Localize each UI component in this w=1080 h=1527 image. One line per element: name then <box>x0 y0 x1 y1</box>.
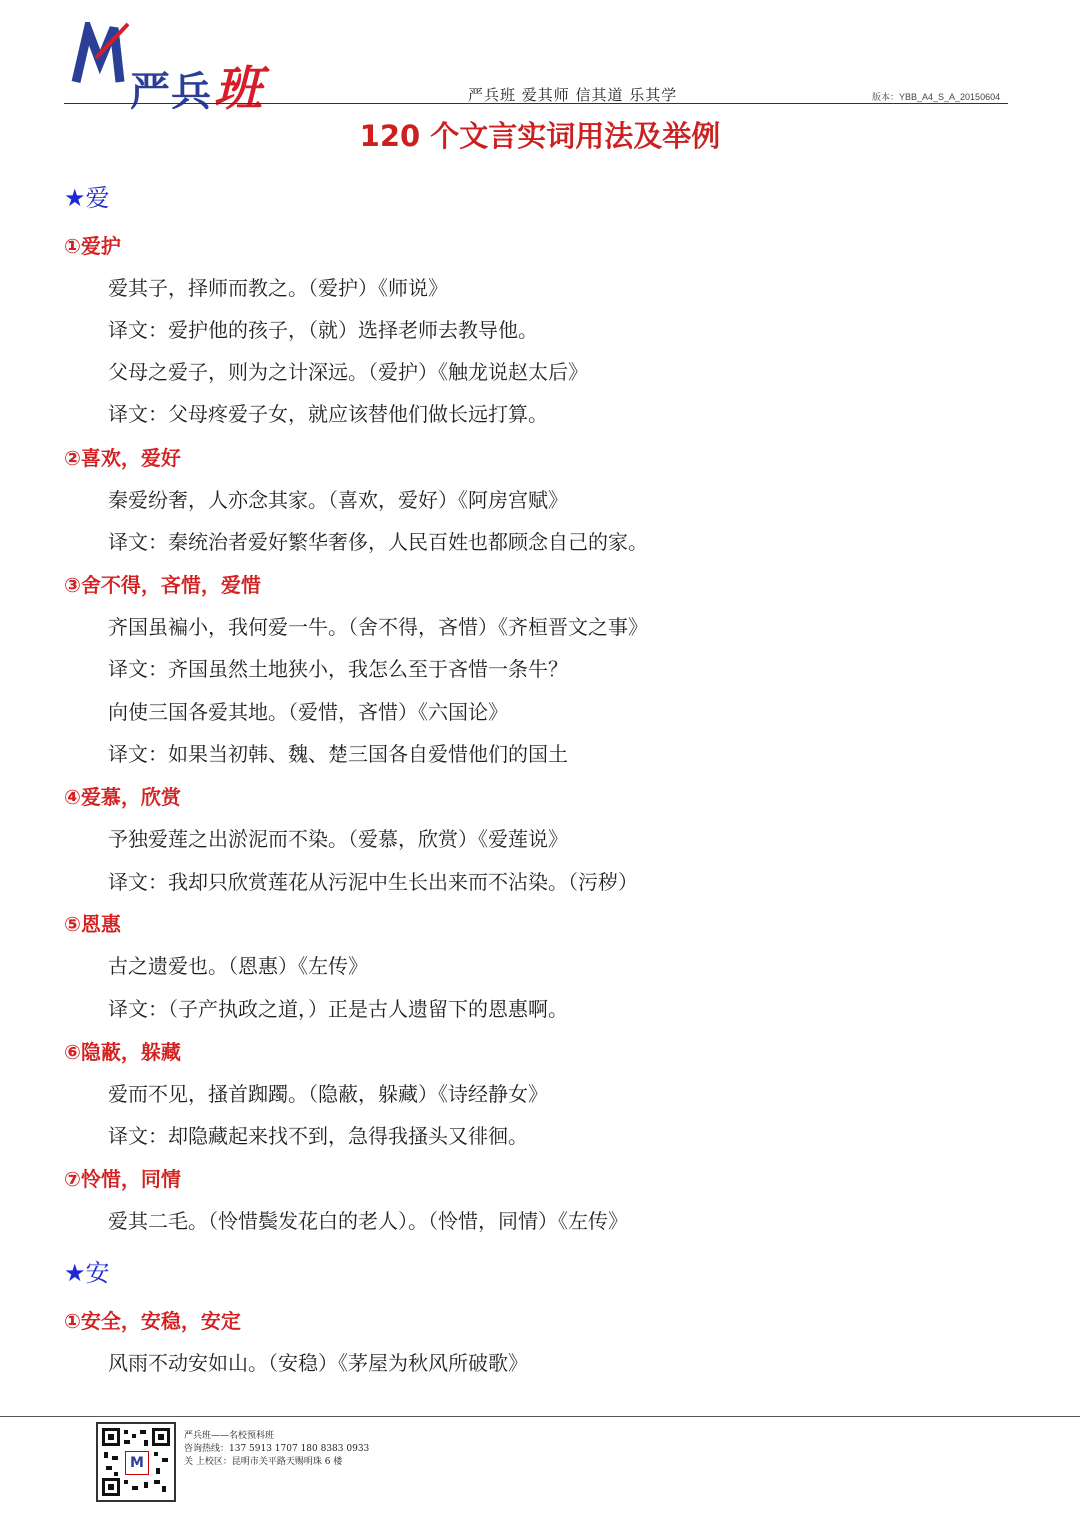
slogan: 严兵班 爱其师 信其道 乐其学 <box>468 86 678 104</box>
page-title: 120 个文言实词用法及举例 <box>359 119 721 153</box>
translation-line: 译文：秦统治者爱好繁华奢侈，人民百姓也都顾念自己的家。 <box>108 530 648 554</box>
example-line: 父母之爱子，则为之计深远。（爱护）《触龙说赵太后》 <box>108 360 588 384</box>
header-divider <box>64 103 1008 104</box>
brand-logo <box>70 22 310 117</box>
sense-label: ⑥隐蔽，躲藏 <box>64 1040 181 1064</box>
translation-line: 译文：爱护他的孩子，（就）选择老师去教导他。 <box>108 318 538 342</box>
footer-address: 关 上校区：昆明市关平路天赐明珠 6 楼 <box>184 1457 343 1467</box>
example-line: 爱而不见，搔首踟躅。（隐蔽，躲藏）《诗经静女》 <box>108 1082 548 1106</box>
example-line: 风雨不动安如山。（安稳）《茅屋为秋风所破歌》 <box>108 1351 528 1375</box>
sense-label: ①爱护 <box>64 234 121 258</box>
entry-head-ai: ★爱 <box>64 184 110 212</box>
footer-brand: 严兵班——名校预科班 <box>184 1431 275 1441</box>
sense-label: ②喜欢，爱好 <box>64 446 181 470</box>
translation-line: 译文：如果当初韩、魏、楚三国各自爱惜他们的国土 <box>108 742 568 766</box>
version-label: 版本：YBB_A4_S_A_20150604 <box>872 92 1001 102</box>
example-line: 秦爱纷奢，人亦念其家。（喜欢，爱好）《阿房宫赋》 <box>108 488 568 512</box>
translation-line: 译文：齐国虽然土地狭小，我怎么至于吝惜一条牛？ <box>108 657 568 681</box>
qr-code <box>96 1422 176 1502</box>
translation-line: 译文：（子产执政之道，）正是古人遗留下的恩惠啊。 <box>108 997 568 1021</box>
example-line: 向使三国各爱其地。（爱惜，吝惜）《六国论》 <box>108 700 508 724</box>
translation-line: 译文：我却只欣赏莲花从污泥中生长出来而不沾染。（污秽） <box>108 870 638 894</box>
logo-text <box>130 50 263 119</box>
example-line: 古之遗爱也。（恩惠）《左传》 <box>108 954 368 978</box>
example-line: 齐国虽褊小，我何爱一牛。（舍不得，吝惜）《齐桓晋文之事》 <box>108 615 648 639</box>
qr-logo-mark: M <box>125 1451 149 1475</box>
footer-divider <box>0 1416 1080 1417</box>
example-line: 予独爱莲之出淤泥而不染。（爱慕，欣赏）《爱莲说》 <box>108 827 568 851</box>
footer-hotline: 咨询热线：137 5913 1707 180 8383 0933 <box>184 1444 370 1454</box>
translation-line: 译文：父母疼爱子女，就应该替他们做长远打算。 <box>108 402 548 426</box>
sense-label: ①安全，安稳，安定 <box>64 1309 241 1333</box>
entry-head-an: ★安 <box>64 1259 110 1287</box>
sense-label: ④爱慕，欣赏 <box>64 785 181 809</box>
sense-label: ⑤恩惠 <box>64 912 121 936</box>
logo-name: 严兵 <box>130 69 212 115</box>
example-line: 爱其子，择师而教之。（爱护）《师说》 <box>108 276 448 300</box>
logo-red-char: 班 <box>214 61 264 117</box>
example-line: 爱其二毛。（怜惜鬓发花白的老人）。（怜惜，同情）《左传》 <box>108 1209 628 1233</box>
translation-line: 译文：却隐藏起来找不到，急得我搔头又徘徊。 <box>108 1124 528 1148</box>
sense-label: ③舍不得，吝惜，爱惜 <box>64 573 261 597</box>
sense-label: ⑦怜惜，同情 <box>64 1167 181 1191</box>
